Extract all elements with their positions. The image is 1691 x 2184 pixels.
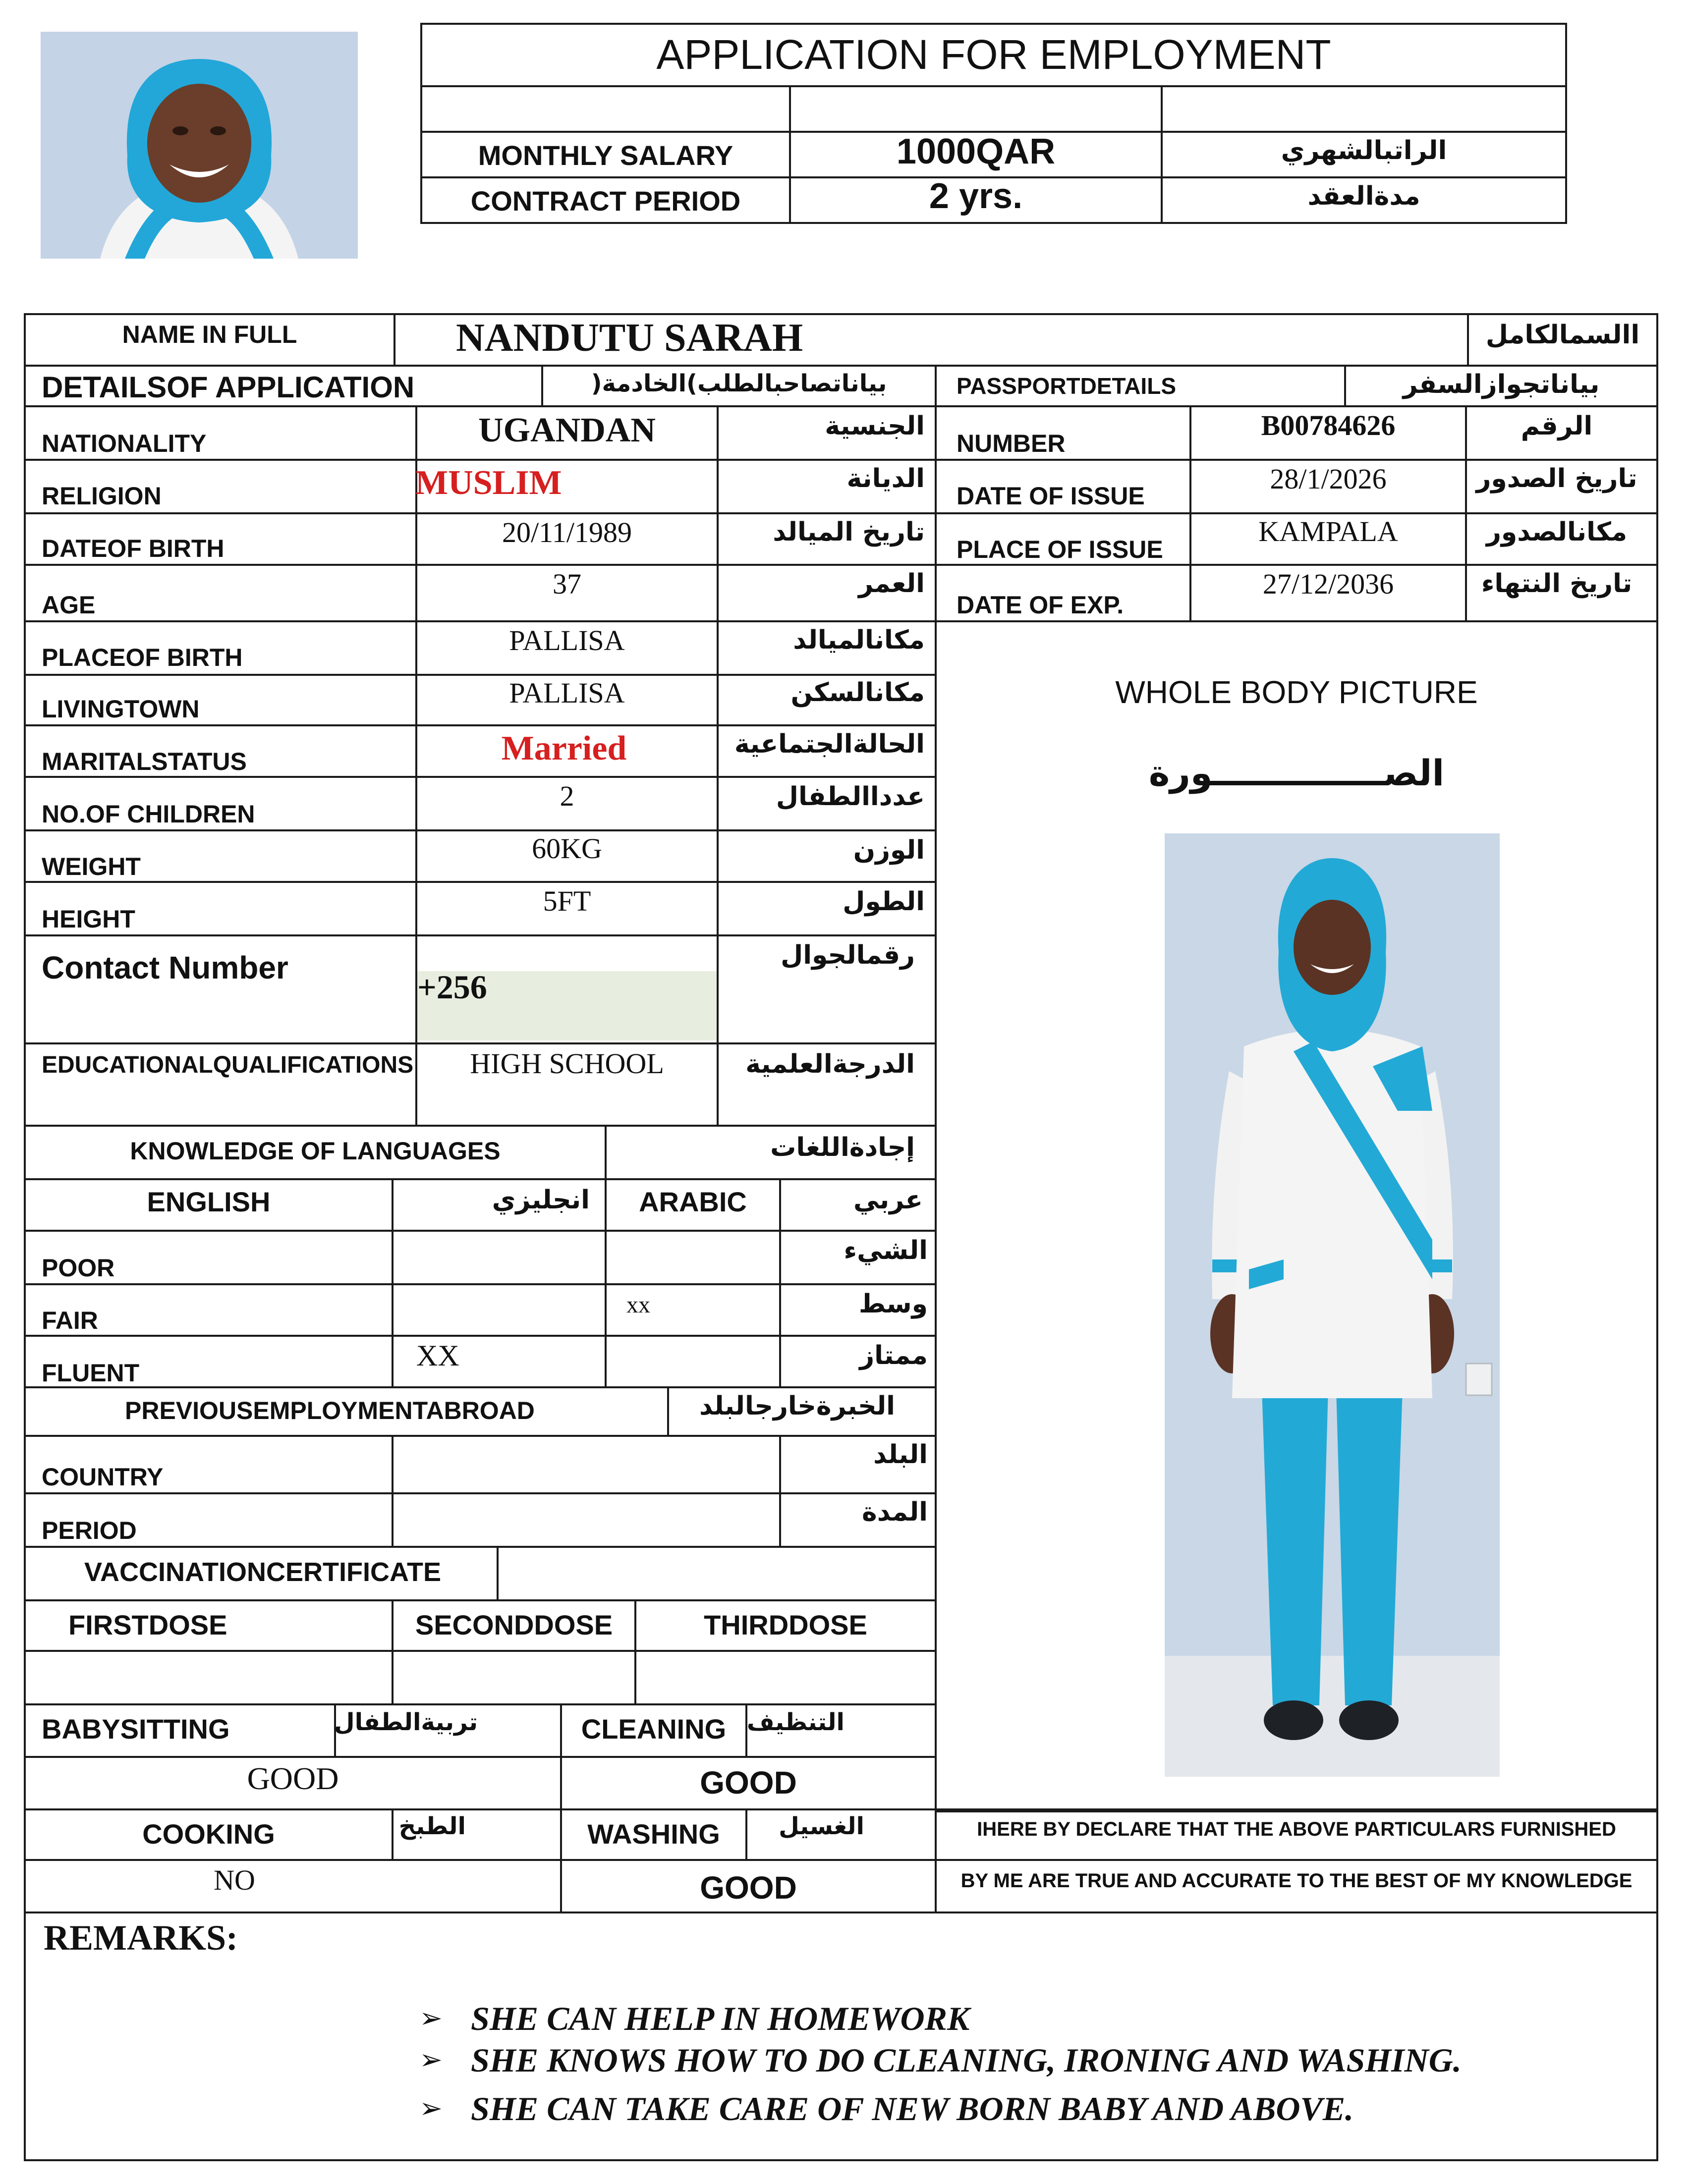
issue-place-ar: مكانالصدور — [1486, 517, 1628, 547]
marital-value: Married — [501, 729, 627, 767]
washing-value: GOOD — [700, 1870, 797, 1906]
nationality-ar: الجنسية — [825, 411, 925, 441]
remark-item-2: SHE KNOWS HOW TO DO CLEANING, IRONING AND WASHING. — [471, 2041, 1462, 2079]
contract-label-ar: مدةالعقد — [1307, 181, 1420, 211]
remark-bullet-3: ➢ — [419, 2092, 443, 2125]
header-empty-cell-3 — [1161, 85, 1567, 133]
header-empty-cell-2 — [789, 85, 1163, 133]
remark-bullet-1: ➢ — [419, 2002, 443, 2034]
issue-date-label: DATE OF ISSUE — [957, 482, 1145, 510]
education-value: HIGH SCHOOL — [470, 1047, 664, 1080]
religion-value: MUSLIM — [415, 464, 562, 502]
arabic-fair-mark: xx — [626, 1292, 650, 1318]
issue-place-value: KAMPALA — [1258, 515, 1398, 547]
living-ar: مكانالسكن — [790, 678, 925, 708]
form-title: APPLICATION FOR EMPLOYMENT — [656, 31, 1331, 78]
fair-ar: وسط — [858, 1289, 928, 1319]
english-poor-cell — [392, 1230, 607, 1285]
languages-ar: إجادةاللغات — [770, 1133, 915, 1162]
pob-ar: مكانالميالد — [793, 625, 925, 655]
weight-value: 60KG — [532, 832, 602, 865]
details-label: DETAILSOF APPLICATION — [42, 371, 415, 404]
third-dose-value-cell — [634, 1650, 937, 1705]
children-value: 2 — [560, 780, 574, 812]
expiry-value: 27/12/2036 — [1262, 568, 1394, 600]
salary-label: MONTHLY SALARY — [478, 140, 733, 171]
passport-number-label: NUMBER — [957, 430, 1066, 457]
cleaning-ar: التنظيف — [746, 1708, 845, 1736]
marital-ar: الحالةالجتماعية — [734, 729, 925, 759]
previous-ar: الخبرةخارجالبلد — [699, 1391, 895, 1421]
name-label: NAME IN FULL — [122, 321, 297, 348]
period-ar: المدة — [862, 1497, 928, 1527]
babysitting-ar: تربيةالطفال — [334, 1708, 478, 1736]
issue-date-value: 28/1/2026 — [1270, 463, 1387, 495]
religion-ar: الديانة — [846, 464, 925, 493]
passport-photo-image — [41, 32, 358, 259]
passport-photo — [41, 32, 358, 259]
nationality-label: NATIONALITY — [42, 430, 207, 457]
height-ar: الطول — [843, 887, 925, 917]
country-label: COUNTRY — [42, 1463, 164, 1491]
previous-label: PREVIOUSEMPLOYMENTABROAD — [125, 1397, 535, 1424]
vaccination-label: VACCINATIONCERTIFICATE — [84, 1557, 441, 1587]
contact-label: Contact Number — [42, 950, 288, 985]
poor-label: POOR — [42, 1254, 115, 1282]
weight-ar: الوزن — [853, 835, 925, 865]
pob-value: PALLISA — [509, 624, 625, 656]
remark-item-3: SHE CAN TAKE CARE OF NEW BORN BABY AND ABOVE. — [471, 2090, 1354, 2128]
expiry-label: DATE OF EXP. — [957, 591, 1124, 619]
dob-label: DATEOF BIRTH — [42, 535, 225, 562]
babysitting-label: BABYSITTING — [42, 1713, 230, 1745]
passport-number-value: B00784626 — [1261, 409, 1396, 441]
second-dose-label: SECONDDOSE — [415, 1609, 613, 1640]
religion-label: RELIGION — [42, 482, 162, 510]
body-photo-image — [1165, 833, 1500, 1777]
contact-value: +256 — [417, 968, 487, 1006]
remark-item-1: SHE CAN HELP IN HOMEWORK — [471, 2000, 970, 2037]
salary-label-ar: الراتبالشهري — [1281, 136, 1447, 165]
period-label: PERIOD — [42, 1517, 137, 1544]
header-empty-cell-1 — [420, 85, 791, 133]
height-value: 5FT — [543, 885, 591, 917]
washing-ar: الغسيل — [779, 1812, 864, 1840]
passport-number-ar: الرقم — [1521, 411, 1593, 441]
height-label: HEIGHT — [42, 905, 135, 933]
dob-ar: تاريخ الميالد — [773, 517, 925, 547]
expiry-ar: تاريخ النتهاء — [1481, 569, 1633, 599]
name-label-ar: االسمالكامل — [1485, 320, 1640, 350]
third-dose-label: THIRDDOSE — [704, 1609, 867, 1640]
cleaning-value: GOOD — [700, 1765, 797, 1801]
english-fluent-mark: XX — [416, 1339, 459, 1372]
age-label: AGE — [42, 591, 96, 619]
vaccination-value-cell — [497, 1546, 937, 1601]
issue-place-label: PLACE OF ISSUE — [957, 536, 1163, 563]
age-value: 37 — [553, 568, 581, 600]
contract-value: 2 yrs. — [929, 176, 1023, 216]
passport-details-label: PASSPORTDETAILS — [957, 373, 1176, 399]
issue-date-ar: تاريخ الصدور — [1476, 464, 1637, 493]
english-ar: انجليزي — [492, 1185, 590, 1215]
children-label: NO.OF CHILDREN — [42, 800, 255, 828]
babysitting-value: GOOD — [247, 1761, 339, 1796]
english-label: ENGLISH — [147, 1186, 271, 1217]
cooking-label: COOKING — [142, 1818, 275, 1850]
age-ar: العمر — [858, 569, 925, 599]
contact-ar: رقمالجوال — [781, 940, 915, 970]
washing-label: WASHING — [587, 1818, 720, 1850]
education-label: EDUCATIONALQUALIFICATIONS — [42, 1052, 414, 1078]
dob-value: 20/11/1989 — [502, 516, 632, 548]
living-label: LIVINGTOWN — [42, 695, 200, 723]
country-value-cell — [392, 1435, 781, 1494]
contract-label: CONTRACT PERIOD — [470, 185, 741, 217]
children-ar: عدداالطفال — [776, 782, 925, 812]
salary-value: 1000QAR — [896, 132, 1056, 171]
body-picture-ar: الصــــــــــــــورة — [1148, 752, 1445, 794]
living-value: PALLISA — [509, 677, 625, 709]
arabic-fluent-cell — [605, 1335, 781, 1388]
english-fair-cell — [392, 1283, 607, 1337]
cooking-ar: الطبخ — [398, 1812, 466, 1840]
declaration-line1: IHERE BY DECLARE THAT THE ABOVE PARTICULARS FURNISHED — [977, 1818, 1616, 1840]
fair-label: FAIR — [42, 1307, 98, 1334]
nationality-value: UGANDAN — [478, 411, 656, 449]
remarks-label: REMARKS: — [44, 1918, 238, 1958]
weight-label: WEIGHT — [42, 853, 141, 880]
remark-bullet-2: ➢ — [419, 2044, 443, 2076]
first-dose-value-cell — [24, 1650, 394, 1705]
marital-label: MARITALSTATUS — [42, 748, 247, 775]
second-dose-value-cell — [392, 1650, 636, 1705]
body-photo — [1165, 833, 1500, 1777]
period-value-cell — [392, 1492, 781, 1548]
pob-label: PLACEOF BIRTH — [42, 644, 243, 671]
languages-label: KNOWLEDGE OF LANGUAGES — [130, 1137, 501, 1165]
country-ar: البلد — [873, 1440, 928, 1470]
declaration-line2: BY ME ARE TRUE AND ACCURATE TO THE BEST OF MY KNOWLEDGE — [960, 1870, 1633, 1892]
education-ar: الدرجةالعلمية — [745, 1049, 915, 1079]
fluent-ar: ممتاز — [859, 1341, 928, 1370]
body-picture-label: WHOLE BODY PICTURE — [1115, 674, 1478, 710]
poor-ar: الشيء — [844, 1236, 928, 1265]
arabic-poor-cell — [605, 1230, 781, 1285]
arabic-ar: عربي — [853, 1185, 923, 1215]
cooking-value: NO — [214, 1864, 255, 1896]
first-dose-label: FIRSTDOSE — [68, 1609, 227, 1640]
passport-details-ar: بياناتجوازالسفر — [1403, 370, 1600, 399]
arabic-label: ARABIC — [639, 1186, 747, 1217]
details-label-ar: بياناتصاحبالطلب)الخادمة( — [591, 370, 887, 397]
fluent-label: FLUENT — [42, 1359, 140, 1387]
full-name-value: NANDUTU SARAH — [456, 316, 803, 360]
cleaning-label: CLEANING — [581, 1713, 727, 1745]
